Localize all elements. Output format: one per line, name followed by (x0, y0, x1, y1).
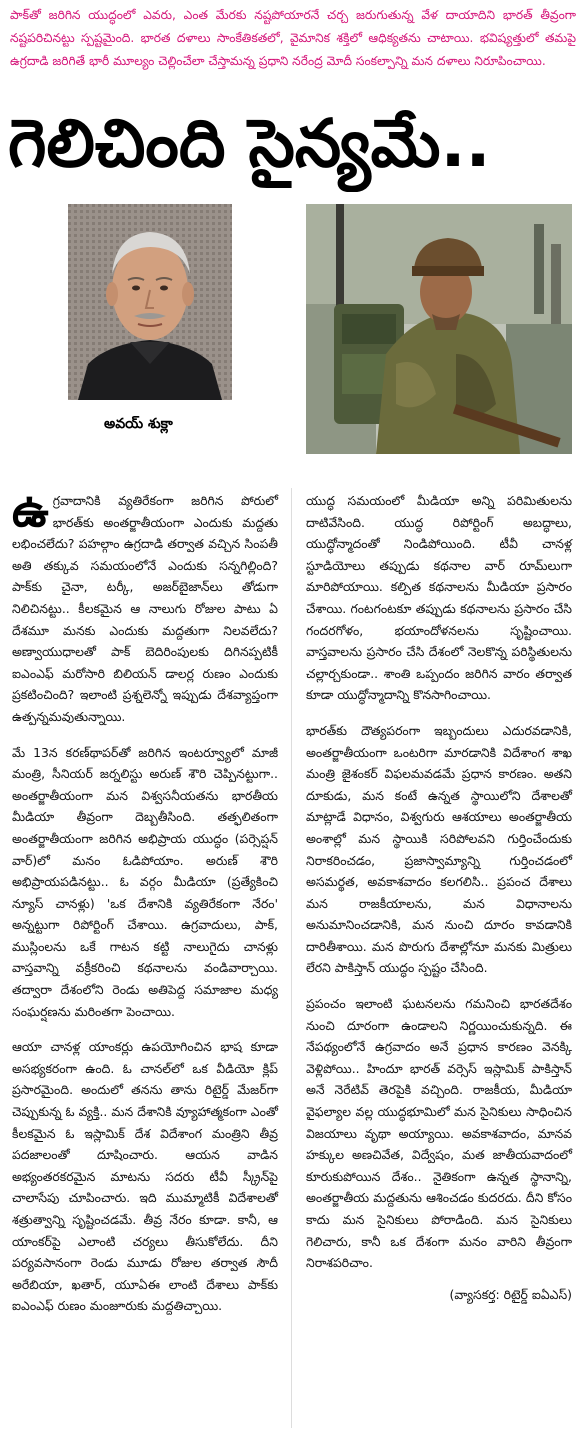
author-photo-illustration (68, 204, 232, 400)
column-divider (291, 488, 292, 1428)
article-paragraph: ఆయా చానళ్ల యాంకర్లు ఉపయోగించిన భాష కూడా అసభ్యకరంగా ఉంది. ఓ చానల్‌లో ఒక వీడియో క్లిప్ ప్రసారమైంది. అందులో తనను తాను రిటైర్డ్ మేజర్‌గా చెప్పుకున్న ఓ వ్యక్తి.. మన దేశానికి వ్యూహాత్మకంగా ఎంతో కీలకమైన ఓ ఇస్లామిక్ దేశ విదేశాంగ మంత్రిని తీవ్ర పదజాలంతో దూషించారు. ఆయన వాడిన అభ్యంతరకరమైన మాటను సదరు టీవీ స్క్రీన్‌పై చాలాసేపు చూపించారు. ఇది ముమ్మాటికీ విదేశాలతో శత్రుత్వాన్ని సృష్టించడమే. తీవ్ర నేరం కూడా. కానీ, ఆ యాంకర్‌పై ఎలాంటి చర్యలు తీసుకోలేదు. దీని పర్యవసానంగా రెండు మూడు రోజుల తర్వాత సౌదీ అరేబియా, ఖతార్, యూఏఈ లాంటి దేశాలు పాక్‌కు ఐఎంఎఫ్ రుణం మంజూరుకు మద్దతిచ్చాయి. (12, 1039, 278, 1314)
intro-blurb (10, 4, 576, 96)
soldier-photo-illustration (306, 204, 572, 454)
drop-cap: ఉ (12, 483, 49, 537)
article-column-right (306, 490, 572, 1305)
article-paragraph: మే 13న కరణ్‌థాపర్‌తో జరిగిన ఇంటర్వ్యూలో మాజీ మంత్రి, సీనియర్ జర్నలిస్టు అరుణ్ శౌరి చెప్పినట్టుగా.. అంతర్జాతీయంగా మన విశ్వసనీయతను భారతీయ మీడియా తీవ్రంగా దెబ్బతీసింది. తత్ఫలితంగా అంతర్జాతీయంగా జరిగిన అభిప్రాయ యుద్ధం (పర్సెప్షన్ వార్)లో మనం ఓడిపోయాం. అరుణ్ శౌరి అభిప్రాయపడినట్టు.. ఓ వర్గం మీడియా (ప్రత్యేకించి న్యూస్ చానళ్లు) 'ఒక దేశానికి వ్యతిరేకంగా నేరం' అన్నట్టుగా రిపోర్టింగ్ చేశాయి. ఉగ్రవాదులు, పాక్, ముస్లింలను ఒకే గాటన కట్టి నాలుగైదు చానళ్లు వాస్తవాన్ని వక్రీకరించి కథనాలను వండివార్చాయి. తద్వారా దేశంలోని రెండు అతిపెద్ద సమాజాల మధ్య సంఘర్షణను మరింతగా పెంచాయి. (12, 744, 278, 1019)
intro-text: పాక్‌తో జరిగిన యుద్ధంలో ఎవరు, ఎంత మేరకు నష్టపోయారనే చర్చ జరుగుతున్న వేళ దాయాదిని భారత్ తీవ్రంగా నష్టపరిచినట్టు స్పష్టమైంది. భారత దళాలు సాంకేతికతలో, వైమానిక శక్తిలో ఆధిక్యతను చాటాయి. భవిష్యత్తులో తమపై ఉగ్రదాడి జరిగితే భారీ మూల్యం చెల్లించేలా చేస్తామన్న ప్రధాని నరేంద్ర మోదీ సంకల్పాన్ని మన దళాలు నిరూపించాయి. (10, 8, 576, 68)
article-paragraph: ప్రపంచం ఇలాంటి ఘటనలను గమనించి భారతదేశం నుంచి దూరంగా ఉండాలని నిర్ణయించుకున్నది. ఈ నేపథ్యంలోనే ఉగ్రవాదం అనే ప్రధాన కారణం వెనక్కి వెళ్లిపోయి.. హిందూ భారత్ వర్సెస్ ఇస్లామిక్ పాకిస్తాన్ అనే నెరేటివ్ తెరపైకి వచ్చింది. రాజకీయ, మీడియా వైఫల్యాల వల్ల యుద్ధభూమిలో మన సైనికులు సాధించిన విజయాలు వృథా అయ్యాయి. అవకాశవాదం, మానవ హక్కుల అణచివేత, విద్వేషం, మత జాతీయవాదంలో కూరుకుపోయిన దేశం.. నైతికంగా ఉన్నత స్థానాన్ని, అంతర్జాతీయ మద్దతును ఆశించడం కుదరదు. దీని కోసం కాదు మన సైనికులు పోరాడింది. మన సైనికులు గెలిచారు, కానీ ఒక దేశంగా మనం వారిని తీవ్రంగా నిరాశపరిచాం. (306, 996, 572, 1271)
article-paragraph: యుద్ధ సమయంలో మీడియా అన్ని పరిమితులను దాటివేసింది. యుద్ధ రిపోర్టింగ్ అబద్ధాలు, యుద్ధోన్మాదంతో నిండిపోయింది. టీవీ చానళ్ల స్టూడియోలు తప్పుడు కథనాల వార్ రూమ్‌లుగా మారిపోయాయి. కల్పిత కథనాలను మీడియా ప్రసారం చేశాయి. గంటగంటకూ తప్పుడు కథనాలను ప్రసారం చేసి గందరగోళం, భయాందోళనలను సృష్టించాయి. వాస్తవాలను ప్రసారం చేసి దేశంలో నెలకొన్న పరిస్థితులను చల్లార్చకుండా.. శాంతి ఒప్పందం జరిగిన వారం తర్వాత కూడా యుద్ధోన్మాదాన్ని కొనసాగించాయి. (306, 493, 572, 703)
author-credit: (వ్యాసకర్త: రిటైర్డ్ ఐఏఎస్) (449, 1286, 572, 1302)
author-byline: అవయ్ శుక్లా (104, 416, 173, 432)
article-paragraph-text: గ్రవాదానికి వ్యతిరేకంగా జరిగిన పోరులో భారత్‌కు అంతర్జాతీయంగా ఎందుకు మద్దతు లభించలేదు? పహల్గాం ఉగ్రదాడి తర్వాత వచ్చిన సింపతీ అతి తక్కువ సమయంలోనే ఎందుకు సన్నగిల్లింది? పాక్‌కు చైనా, టర్కీ, అజర్‌బైజాన్‌లు తోడుగా నిలిచినట్టు.. కీలకమైన ఆ నాలుగు రోజుల పాటు ఏ దేశమూ మనకు ఎందుకు మద్దతుగా నిలవలేదు? అణ్వాయుధాలతో పాక్ బెదిరింపులకు దిగినప్పటికీ ఐఎంఎఫ్ మరోసారి బిలియన్ డాలర్ల రుణం ఎందుకు ప్రకటించింది? ఇలాంటి ప్రశ్నలెన్నో ఇప్పుడు దేశవ్యాప్తంగా ఉత్పన్నమవుతున్నాయి. (12, 493, 278, 724)
article-column-left (12, 483, 278, 1331)
article-paragraph: భారత్‌కు దౌత్యపరంగా ఇబ్బందులు ఎదురవడానికి, అంతర్జాతీయంగా ఒంటరిగా మారడానికి విదేశాంగ శాఖ మంత్రి జైశంకర్ విఫలమవడమే ప్రధాన కారణం. అతని దూకుడు, మన కంటే ఉన్నత స్థాయిలోని దేశాలతో మాట్లాడే విధానం, విశ్వగురు ఆశయాలు అంతర్జాతీయ అంశాల్లో మన స్థాయికి సరిపోలవని గుర్తించేందుకు నిరాకరించడం, ప్రజాస్వామ్యాన్ని గుర్తించడంలో అసమర్థత, అవకాశవాదం కలగలిసి.. ప్రపంచ దేశాలు మన రాజకీయాలను, మన విధానాలను అనుమానించడానికి, మన నుంచి దూరం కావడానికి దారితీశాయి. మన పొరుగు దేశాల్లోనూ మనకు మిత్రులు లేరని పాకిస్తాన్ యుద్ధం స్పష్టం చేసింది. (306, 722, 572, 976)
author-photo (68, 204, 232, 400)
headline: గెలిచింది సైన్యమే.. (8, 105, 491, 182)
soldier-photo (306, 204, 572, 454)
article-paragraph (12, 483, 278, 728)
